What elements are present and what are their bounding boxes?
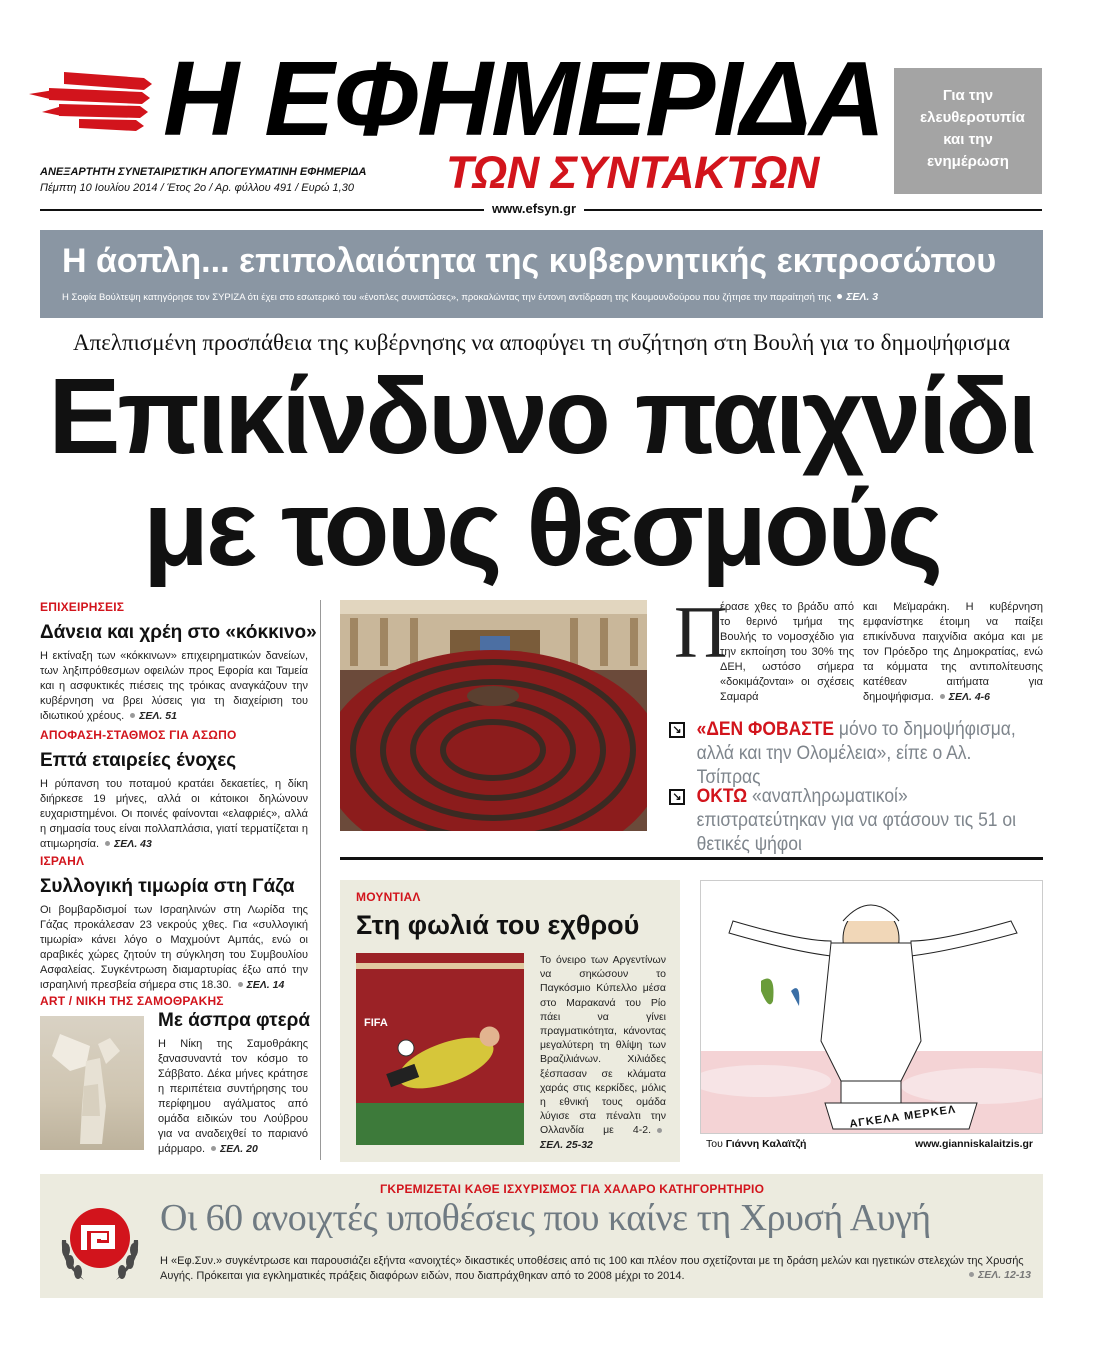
slogan-box (894, 68, 1042, 194)
main-body-col1 (674, 592, 854, 703)
section-label: ΑΠΟΦΑΣΗ-ΣΤΑΘΜΟΣ ΓΙΑ ΑΣΩΠΟ (40, 728, 237, 742)
mundial-page-ref: ΣΕΛ. 25-32 (540, 1138, 593, 1151)
bottom-page-ref: ΣΕΛ. 12-13 (978, 1269, 1031, 1281)
news-headline: Συλλογική τιμωρία στη Γάζα (40, 876, 295, 897)
mundial-box[interactable] (340, 880, 680, 1162)
masthead-tagline: ΑΝΕΞΑΡΤΗΤΗ ΣΥΝΕΤΑΙΡΙΣΤΙΚΗ ΑΠΟΓΕΥΜΑΤΙΝΗ ΕΦΗΜΕΡΙΔΑ (40, 166, 367, 178)
mundial-body (540, 953, 666, 1152)
top-banner-summary (62, 291, 878, 303)
bottom-body (160, 1254, 1030, 1284)
news-item-art[interactable] (40, 994, 311, 1155)
mundial-headline: Στη φωλιά του εχθρού (356, 910, 640, 940)
mundial-section: ΜΟΥΝΤΙΑΛ (356, 890, 421, 904)
news-body-text: Οι βομβαρδισμοί των Ισραηλινών στη Λωρίδα της Γάζας προκάλεσαν 23 νεκρούς χθες. Για «συλλογική τιμωρία» κάνει λόγο ο Μαχμούντ Αμπάς, ενώ οι αραβικές χώρες ζητούν τη σύγκληση του Συμβουλίου Ασφαλείας. Συγκέντρωση διαμαρτυρίας έξω από την ισραηλινή πρεσβεία σήμερα στις 18.30. (40, 904, 308, 991)
goalkeeper-photo (356, 953, 524, 1145)
main-kicker: Απελπισμένη προσπάθεια της κυβέρνησης να αποφύγει τη συζήτηση στη Βουλή για το δημοψήφισμα (72, 330, 1011, 355)
news-body-text: Η εκτίναξη των «κόκκινων» επιχειρηματικών δανείων, των ληξιπρόθεσμων οφειλών προς Εφορία και Ταμεία και η ασφυκτικές πιέσεις της τρόικας αναγκάζουν την κυβέρνηση να βρει λύσεις για τη διαχείριση του ιδιωτικού χρέους. (40, 650, 308, 722)
top-banner-page-ref: ΣΕΛ. 3 (846, 291, 879, 303)
cartoon-credit-prefix: Του (706, 1138, 726, 1150)
cartoon-credit (706, 1138, 806, 1150)
parliament-photo (340, 600, 647, 831)
arrow-icon: ↘ (669, 789, 685, 805)
bullet-text: «αναπληρωματικοί» επιστρατεύτηκαν για να φτάσουν τις 51 οι θετικές ψήφοι (696, 786, 1016, 855)
news-headline: Επτά εταιρείες ένοχες (40, 750, 237, 771)
masthead-subtitle-title: ΤΩΝ ΣΥΝΤΑΚΤΩΝ (446, 147, 819, 198)
top-banner-headline: Η άοπλη... επιπολαιότητα της κυβερνητικής εκπροσώπου (62, 242, 997, 280)
cartoon (700, 880, 1043, 1162)
bottom-page-ref-wrap (963, 1269, 1031, 1281)
news-body (40, 649, 308, 724)
winged-victory-photo (40, 1016, 144, 1150)
section-label: ART / ΝΙΚΗ ΤΗΣ ΣΑΜΟΘΡΑΚΗΣ (40, 994, 224, 1008)
bottom-headline: Οι 60 ανοιχτές υποθέσεις που καίνε τη Χρυσή Αυγή (160, 1197, 931, 1239)
top-banner[interactable] (40, 230, 1043, 318)
masthead-title: Η ΕΦΗΜΕΡΙΔΑ (163, 40, 884, 158)
news-headline: Δάνεια και χρέη στο «κόκκινο» (40, 622, 317, 643)
section-label: ΙΣΡΑΗΛ (40, 854, 85, 868)
masthead (0, 0, 1100, 230)
bottom-banner[interactable] (40, 1174, 1043, 1298)
section-label: ΕΠΙΧΕΙΡΗΣΕΙΣ (40, 600, 125, 614)
bullet-lead: ΟΚΤΩ (696, 786, 748, 807)
page-ref: ΣΕΛ. 14 (246, 979, 285, 991)
main-page-ref: ΣΕΛ. 4-6 (948, 691, 990, 703)
page-ref: ΣΕΛ. 20 (220, 1143, 258, 1155)
dropcap: Π (674, 592, 728, 674)
main-body-col1-text: έρασε χθες το βράδυ από το θερινό τμήμα της Βουλής το νομοσχέδιο για την εκποίηση του 30% της ΔΕΗ, ωστόσο σήμερα «δοκιμάζονται» οι σχέσεις Σαμαρά (720, 601, 854, 703)
main-body-col2-text: και Μεϊμαράκη. Η κυβέρνηση εμφανίστηκε έτοιμη να παίξει επικίνδυνα παιχνίδια ακόμα και με τον Πρόεδρο της Δημοκρατίας, ενώ τα κόμματα της αντιπολίτευσης κατέθεαν αιτήματα για δημοψήφισμα. (863, 601, 1043, 703)
news-body (40, 777, 308, 852)
section-rule (340, 857, 1043, 860)
slogan-text: Για την ελευθεροτυπία και την ενημέρωση (920, 87, 1025, 170)
site-url[interactable]: www.efsyn.gr (484, 201, 584, 216)
cartoon-drawing (700, 880, 1043, 1134)
news-headline: Με άσπρα φτερά (158, 1010, 311, 1031)
pen-nib-logo (24, 64, 164, 134)
cartoon-url[interactable]: www.gianniskalaitzis.gr (914, 1138, 1033, 1150)
page-ref: ΣΕΛ. 43 (114, 838, 152, 850)
news-body-text: Η ρύπανση του ποταμού κρατάει δεκαετίες, η δίκη διήρκεσε 19 μήνες, αλλά οι κάτοικοι δηλώνουν ευχαριστημένοι. Οι ποινές φαίνονται «ελαφριές», αλλά η σημασία τους είναι πολλαπλάσια, γιατί τερματίζεται η ατιμωρησία. (40, 778, 308, 850)
news-item-israel[interactable] (40, 854, 308, 993)
bullet-eight-mps[interactable] (669, 785, 1049, 857)
page-ref: ΣΕΛ. 51 (139, 710, 177, 722)
main-body-col2 (863, 600, 1043, 705)
top-banner-summary-text: Η Σοφία Βούλτεψη κατηγόρησε τον ΣΥΡΙΖΑ ότι έχει στο εσωτερικό του «ένοπλες συνιστώσες», προκαλώντας την έντονη αντίδραση της Κουμουνδούρου που ζήτησε την παραίτησή της (62, 292, 832, 303)
news-body (158, 1037, 308, 1157)
bottom-body-text: Η «Εφ.Συν.» συγκέντρωσε και παρουσιάζει εξήντα «ανοιχτές» δικαστικές υποθέσεις από τις 100 και πλέον που σχετίζονται με τη δράση μελών και ηγετικών στελεχών της Χρυσής Αυγής. Πρόκειται για εγκληματικές πράξεις διαφόρων ειδών, που διαπράχθηκαν από το 2008 μέχρι το 2014. (160, 1255, 1024, 1282)
news-body-text: Η Νίκη της Σαμοθράκης ξανασυναντά τον κόσμο το Σάββατο. Δέκα μήνες κράτησε η περιπέτεια συντήρησης του περίφημου αγάλματος από ομάδα ειδικών του Λούβρου για να αναδειχθεί το παριανό μάρμαρο. (158, 1038, 308, 1155)
main-headline-line1: Επικίνδυνο παιχνίδι (48, 355, 1035, 476)
main-headline-line2: με τους θεσμούς (142, 467, 941, 588)
bullet-text: μόνο το δημοψήφισμα, αλλά και την Ολομέλεια», είπε ο Αλ. Τσίπρας (696, 719, 1016, 788)
column-divider (320, 600, 321, 1160)
issue-info: Πέμπτη 10 Ιουλίου 2014 / Έτος 2ο / Αρ. φύλλου 491 / Ευρώ 1,30 (40, 182, 354, 194)
news-body (40, 903, 308, 993)
cartoon-credit-name: Γιάννη Καλαϊτζή (725, 1138, 807, 1150)
bullet-tsipras[interactable] (669, 718, 1049, 790)
news-item-business[interactable] (40, 600, 317, 724)
bullet-lead: «ΔΕΝ ΦΟΒΑΣΤΕ (696, 719, 835, 740)
golden-dawn-logo (54, 1194, 146, 1286)
bottom-kicker: ΓΚΡΕΜΙΖΕΤΑΙ ΚΑΘΕ ΙΣΧΥΡΙΣΜΟΣ ΓΙΑ ΧΑΛΑΡΟ ΚΑΤΗΓΟΡΗΤΗΡΙΟ (380, 1182, 765, 1196)
fifa-badge: FIFA (364, 1017, 388, 1029)
pedestal-label: ΑΓΚΕΛΑ ΜΕΡΚΕΛ (848, 1103, 957, 1131)
mundial-body-text: Το όνειρο των Αργεντίνων να σηκώσουν το Παγκόσμιο Κύπελλο μέσα στο Μαρακανά του Ρίο πάει να γίνει πραγματικότητα, κάνοντας μεγαλύτερη τη θλίψη των Βραζιλιάνων. Χιλιάδες ξέσπασαν σε κλάματα χαράς στις κερκίδες, μόλις η εθνική τους ομάδα λύγισε στα πέναλτι την Ολλανδία με 4-2. (540, 954, 666, 1137)
arrow-icon: ↘ (669, 722, 685, 738)
news-item-asopos[interactable] (40, 728, 308, 852)
